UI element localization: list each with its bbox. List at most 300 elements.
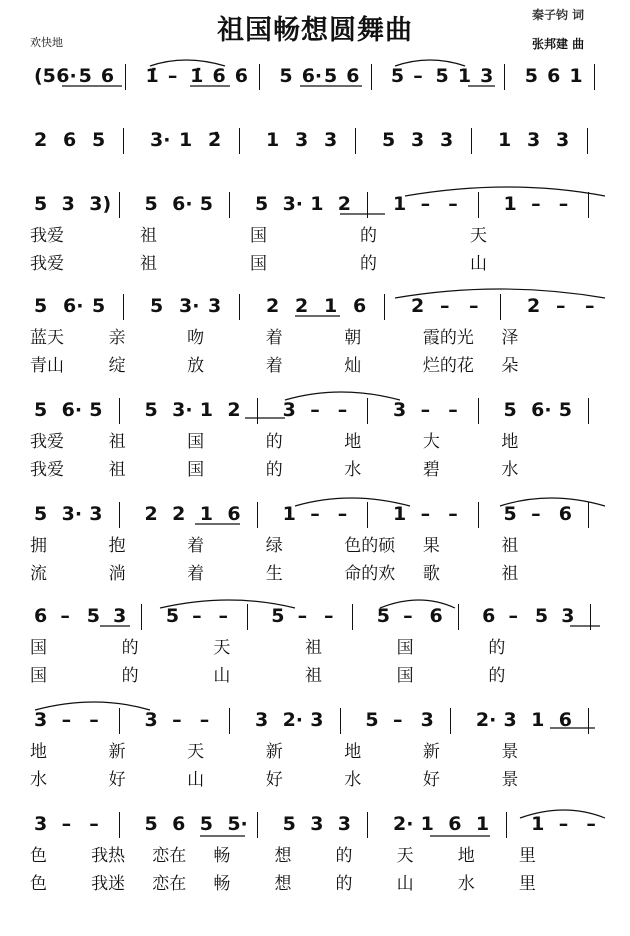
note: 3· xyxy=(150,129,171,151)
lyric-word: 灿 xyxy=(344,356,362,376)
note: 5 xyxy=(282,813,296,835)
note: 2· xyxy=(393,813,414,835)
note: 6 xyxy=(172,813,186,835)
note: 5 xyxy=(78,65,92,87)
bar-line xyxy=(506,812,507,838)
note-line xyxy=(0,602,630,630)
bar-line xyxy=(119,708,120,734)
lyric-word: 里 xyxy=(518,846,536,866)
note: 1 xyxy=(282,503,296,525)
note: 2· xyxy=(282,709,304,731)
bar-line xyxy=(119,812,120,838)
note: – xyxy=(297,605,308,627)
note: 5 xyxy=(279,65,293,87)
note: 6 xyxy=(100,65,115,87)
note: 1 xyxy=(266,129,280,151)
lyric-word: 的 xyxy=(360,254,377,274)
note: – xyxy=(89,813,99,835)
note: – xyxy=(61,813,72,835)
note: 5 xyxy=(254,193,269,215)
lyric-word: 国 xyxy=(30,666,47,686)
note: 6· xyxy=(61,399,83,421)
lyric-line-verse-2 xyxy=(0,768,630,792)
lyric-line-verse-1 xyxy=(0,844,630,868)
bar-line xyxy=(119,192,120,218)
note: 1 xyxy=(569,65,583,87)
note: – xyxy=(420,399,431,421)
note: 5 xyxy=(390,65,405,87)
lyric-word: 山 xyxy=(213,666,231,686)
note: 6 xyxy=(227,503,241,525)
bar-line xyxy=(587,128,588,154)
note: 6 xyxy=(34,605,48,627)
note: – xyxy=(337,399,348,421)
lyric-word: 国 xyxy=(250,226,267,246)
bar-line xyxy=(367,398,368,424)
lyric-word: 新 xyxy=(422,742,440,762)
note: – xyxy=(585,295,595,317)
lyric-word: 祖 xyxy=(501,564,519,584)
note: – xyxy=(199,709,210,731)
lyric-word: 霞的光 xyxy=(422,328,474,348)
note: 1̇ xyxy=(145,65,159,87)
lyric-line-verse-2 xyxy=(0,872,630,896)
note: – xyxy=(192,605,202,627)
bar-line xyxy=(450,708,451,734)
lyric-line-verse-2 xyxy=(0,458,630,482)
note: 3 xyxy=(480,65,494,87)
note-line xyxy=(0,62,630,90)
lyric-word: 泽 xyxy=(501,328,519,348)
bar-line xyxy=(123,294,124,320)
bar-line xyxy=(119,502,120,528)
lyric-word: 的 xyxy=(488,666,506,686)
note: – xyxy=(531,193,541,215)
lyric-word: 里 xyxy=(518,874,536,894)
note: 3 xyxy=(254,709,269,731)
lyric-line-verse-2 xyxy=(0,354,630,378)
lyric-word: 地 xyxy=(30,742,47,762)
note: 2 xyxy=(337,193,352,215)
note: 6 xyxy=(346,65,360,87)
note: – xyxy=(310,399,320,421)
note: 1 xyxy=(199,503,213,525)
note: – xyxy=(60,605,70,627)
note: 2 xyxy=(227,399,241,421)
note: 6· xyxy=(531,399,552,421)
lyric-word: 想 xyxy=(274,874,292,894)
lyric-word: 国 xyxy=(396,638,414,658)
note: 5 xyxy=(34,295,48,317)
note: 1 xyxy=(199,399,213,421)
bar-line xyxy=(471,128,472,154)
note: 2 xyxy=(144,503,158,525)
note: 1 xyxy=(393,503,407,525)
lyric-word: 景 xyxy=(501,742,519,762)
lyric-word: 着 xyxy=(265,328,283,348)
lyric-word: 绿 xyxy=(265,536,283,556)
lyric-word: 着 xyxy=(187,536,205,556)
note: 6· xyxy=(56,65,77,87)
lyric-word: 天 xyxy=(213,638,231,658)
note: 5 xyxy=(150,295,164,317)
note: – xyxy=(448,399,458,421)
note: 3 xyxy=(324,129,338,151)
lyric-word: 地 xyxy=(344,742,362,762)
note: 5 xyxy=(144,813,158,835)
bar-line xyxy=(125,64,126,90)
note: 3· xyxy=(282,193,304,215)
note: 5 xyxy=(524,65,538,87)
note-line xyxy=(0,396,630,424)
bar-line xyxy=(384,294,385,320)
lyric-word: 生 xyxy=(265,564,283,584)
note: 1 xyxy=(393,193,407,215)
note-line xyxy=(0,190,630,218)
note: 5 xyxy=(199,193,213,215)
bar-line xyxy=(141,604,142,630)
bar-line xyxy=(588,192,589,218)
lyric-line-verse-1 xyxy=(0,740,630,764)
lyric-word: 的 xyxy=(335,846,353,866)
note: 5 xyxy=(271,605,285,627)
note: – xyxy=(448,193,458,215)
bar-line xyxy=(367,502,368,528)
lyric-word: 地 xyxy=(501,432,519,452)
lyric-word: 国 xyxy=(187,460,205,480)
bar-line xyxy=(588,398,589,424)
lyric-line-verse-1 xyxy=(0,224,630,248)
lyric-word: 祖 xyxy=(108,460,126,480)
lyric-word: 碧 xyxy=(422,460,440,480)
note: 6 xyxy=(429,605,443,627)
lyric-word: 地 xyxy=(344,432,362,452)
bar-line xyxy=(458,604,459,630)
bar-line xyxy=(239,294,240,320)
bar-line xyxy=(119,398,120,424)
bar-line xyxy=(504,64,505,90)
lyric-word: 好 xyxy=(265,770,283,790)
song-title: 祖国畅想圆舞曲 xyxy=(217,15,413,46)
note: – xyxy=(440,295,450,317)
bar-line xyxy=(500,294,501,320)
lyric-word: 国 xyxy=(396,666,414,686)
note: 1 xyxy=(498,129,512,151)
bar-line xyxy=(371,64,372,90)
note: 3 xyxy=(310,813,324,835)
lyric-line-verse-1 xyxy=(0,534,630,558)
lyric-word: 色的硕 xyxy=(344,536,396,556)
lyric-word: 新 xyxy=(265,742,283,762)
note: 3· xyxy=(172,399,193,421)
note: 3 xyxy=(337,813,352,835)
note: 2 xyxy=(266,295,280,317)
bar-line xyxy=(478,398,479,424)
note: (5 xyxy=(34,65,56,87)
note: 5 xyxy=(89,399,103,421)
lyric-word: 山 xyxy=(187,770,205,790)
note: – xyxy=(420,503,431,525)
note-line xyxy=(0,126,630,154)
note: 3 xyxy=(34,813,48,835)
note: 5 xyxy=(382,129,396,151)
note: 6 xyxy=(558,709,572,731)
lyric-word: 恋在 xyxy=(152,874,187,894)
bar-line xyxy=(257,502,258,528)
note: 3 xyxy=(144,709,158,731)
note: 6 xyxy=(547,65,561,87)
lyric-word: 天 xyxy=(470,226,487,246)
note-line xyxy=(0,500,630,528)
bar-line xyxy=(229,192,230,218)
note: 2 xyxy=(34,129,48,151)
lyric-word: 祖 xyxy=(305,638,322,658)
note: 3 xyxy=(310,709,324,731)
lyric-word: 朵 xyxy=(501,356,519,376)
note-line xyxy=(0,706,630,734)
note: – xyxy=(556,295,566,317)
note: 1 xyxy=(179,129,193,151)
lyric-word: 命的欢 xyxy=(344,564,396,584)
lyric-word: 好 xyxy=(108,770,126,790)
lyric-line-verse-2 xyxy=(0,664,630,688)
note: – xyxy=(167,65,178,87)
note: 5 xyxy=(144,193,158,215)
lyric-word: 着 xyxy=(187,564,205,584)
note: 2 xyxy=(172,503,186,525)
note: – xyxy=(413,65,423,87)
note: – xyxy=(337,503,348,525)
lyric-word: 祖 xyxy=(140,226,157,246)
note: 1 xyxy=(531,709,545,731)
note: 6 xyxy=(482,605,496,627)
lyric-word: 水 xyxy=(501,460,519,480)
lyric-word: 景 xyxy=(501,770,519,790)
note: 3 xyxy=(527,129,541,151)
note: 5 xyxy=(503,503,517,525)
lyric-line-verse-1 xyxy=(0,636,630,660)
lyric-word: 的 xyxy=(488,638,506,658)
lyric-word: 绽 xyxy=(108,356,126,376)
note: – xyxy=(558,193,569,215)
lyric-word: 祖 xyxy=(108,432,126,452)
note: 3 xyxy=(89,503,103,525)
lyric-word: 水 xyxy=(344,770,362,790)
lyric-word: 的 xyxy=(265,432,283,452)
note: – xyxy=(420,193,431,215)
lyric-word: 的 xyxy=(335,874,353,894)
lyric-word: 祖 xyxy=(140,254,157,274)
lyric-word: 淌 xyxy=(108,564,126,584)
note: 5 xyxy=(92,295,106,317)
note: 3 xyxy=(282,399,296,421)
lyric-word: 水 xyxy=(457,874,475,894)
note: 2· xyxy=(475,709,497,731)
note: – xyxy=(508,605,519,627)
note: – xyxy=(558,813,569,835)
note: 5 xyxy=(86,605,100,627)
note: 2 xyxy=(411,295,425,317)
lyric-word: 天 xyxy=(396,846,414,866)
note: 5 xyxy=(324,65,338,87)
lyric-word: 的 xyxy=(121,638,139,658)
note: 5 xyxy=(34,503,48,525)
note: 2 xyxy=(527,295,541,317)
note: 3 xyxy=(208,295,222,317)
note: 5 xyxy=(199,813,213,835)
note: – xyxy=(61,709,72,731)
note: 3 xyxy=(420,709,434,731)
bar-line xyxy=(229,708,230,734)
note: – xyxy=(172,709,182,731)
note: 3 xyxy=(34,709,48,731)
note: 1 xyxy=(531,813,545,835)
bar-line xyxy=(340,708,341,734)
note: 5 xyxy=(34,399,48,421)
bar-line xyxy=(355,128,356,154)
note: 2̇ xyxy=(208,129,222,151)
note: 3· xyxy=(179,295,200,317)
lyric-word: 青山 xyxy=(30,356,64,376)
note: 3 xyxy=(113,605,127,627)
note: 5 xyxy=(558,399,572,421)
lyric-word: 果 xyxy=(422,536,440,556)
lyric-word: 的 xyxy=(265,460,283,480)
lyric-word: 拥 xyxy=(30,536,47,556)
note: 1 xyxy=(310,193,324,215)
tempo-marking: 欢快地 xyxy=(30,36,63,49)
note: 5 xyxy=(92,129,106,151)
note: 3 xyxy=(411,129,425,151)
lyric-word: 祖 xyxy=(501,536,519,556)
lyric-word: 大 xyxy=(422,432,440,452)
note: 6· xyxy=(172,193,193,215)
note: 5 xyxy=(534,605,549,627)
lyric-word: 水 xyxy=(344,460,362,480)
lyric-word: 我迷 xyxy=(91,874,126,894)
lyric-line-verse-1 xyxy=(0,326,630,350)
note: 3· xyxy=(61,503,83,525)
bar-line xyxy=(478,192,479,218)
note: 6 xyxy=(63,129,77,151)
note: – xyxy=(89,709,99,731)
note: 3 xyxy=(561,605,575,627)
lyric-word: 畅 xyxy=(213,846,231,866)
bar-line xyxy=(239,128,240,154)
note: 6 xyxy=(448,813,462,835)
note: 6· xyxy=(63,295,84,317)
lyric-word: 山 xyxy=(470,254,487,274)
note: 3 xyxy=(393,399,407,421)
note: 3 xyxy=(556,129,570,151)
lyric-word: 国 xyxy=(187,432,205,452)
bar-line xyxy=(594,64,595,90)
note: 1 xyxy=(324,295,338,317)
lyric-word: 朝 xyxy=(344,328,362,348)
lyric-word: 祖 xyxy=(305,666,322,686)
lyric-word: 歌 xyxy=(422,564,440,584)
note: – xyxy=(324,605,334,627)
lyric-word: 地 xyxy=(457,846,475,866)
bar-line xyxy=(478,502,479,528)
note: – xyxy=(403,605,413,627)
note: – xyxy=(393,709,403,731)
note: 5 xyxy=(365,709,379,731)
lyric-word: 我爱 xyxy=(30,460,64,480)
note: 2 xyxy=(295,295,309,317)
note: – xyxy=(469,295,479,317)
note: 5 xyxy=(435,65,449,87)
note: 6 xyxy=(234,65,248,87)
note: 3 xyxy=(440,129,454,151)
note: 3) xyxy=(89,193,112,215)
lyric-word: 烂的花 xyxy=(422,356,474,376)
note: 5 xyxy=(144,399,158,421)
lyric-word: 新 xyxy=(108,742,126,762)
note: 6 xyxy=(212,65,226,87)
note: 3 xyxy=(295,129,309,151)
note: 3 xyxy=(503,709,517,731)
note: – xyxy=(310,503,320,525)
note: 5 xyxy=(165,605,180,627)
lyric-word: 山 xyxy=(396,874,414,894)
note: 3 xyxy=(61,193,75,215)
note: 1 xyxy=(503,193,517,215)
bar-line xyxy=(247,604,248,630)
note: 1 xyxy=(475,813,490,835)
bar-line xyxy=(588,502,589,528)
lyric-word: 畅 xyxy=(213,874,231,894)
lyric-line-verse-2 xyxy=(0,562,630,586)
note: 5 xyxy=(503,399,517,421)
lyric-word: 放 xyxy=(187,356,205,376)
lyricist-credit: 秦子钧 词 xyxy=(532,8,585,22)
lyric-word: 我爱 xyxy=(30,226,64,246)
lyric-word: 天 xyxy=(187,742,205,762)
note: 1 xyxy=(420,813,434,835)
lyric-word: 抱 xyxy=(108,536,126,556)
note: 6 xyxy=(558,503,572,525)
lyric-word: 国 xyxy=(250,254,267,274)
lyric-word: 我热 xyxy=(91,846,126,866)
note: – xyxy=(218,605,229,627)
bar-line xyxy=(588,708,589,734)
bar-line xyxy=(367,812,368,838)
lyric-word: 想 xyxy=(274,846,292,866)
lyric-line-verse-1 xyxy=(0,430,630,454)
note: 5 xyxy=(34,193,48,215)
lyric-word: 亲 xyxy=(108,328,126,348)
lyric-word: 着 xyxy=(265,356,283,376)
bar-line xyxy=(123,128,124,154)
lyric-word: 好 xyxy=(422,770,440,790)
lyric-word: 国 xyxy=(30,638,47,658)
bar-line xyxy=(257,812,258,838)
note: 1̇ xyxy=(190,65,204,87)
lyric-word: 我爱 xyxy=(30,254,64,274)
lyric-word: 色 xyxy=(30,846,47,866)
bar-line xyxy=(257,398,258,424)
note: 6 xyxy=(353,295,367,317)
lyric-word: 的 xyxy=(360,226,377,246)
lyric-word: 水 xyxy=(30,770,47,790)
bar-line xyxy=(259,64,260,90)
lyric-word: 吻 xyxy=(187,328,205,348)
lyric-word: 我爱 xyxy=(30,432,64,452)
lyric-word: 的 xyxy=(121,666,139,686)
note-line xyxy=(0,810,630,838)
lyric-line-verse-2 xyxy=(0,252,630,276)
